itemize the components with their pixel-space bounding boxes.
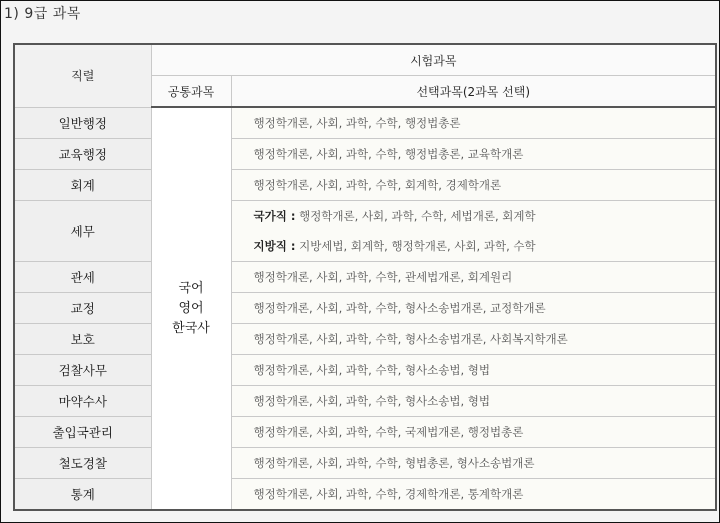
elective-cell: 행정학개론, 사회, 과학, 수학, 경제학개론, 통계학개론 [231, 479, 716, 511]
job-cell: 출입국관리 [14, 417, 151, 448]
table-row [14, 293, 716, 324]
elective-label: 국가직 : [253, 209, 296, 223]
job-cell: 회계 [14, 170, 151, 201]
job-cell: 검찰사무 [14, 355, 151, 386]
table-row [14, 170, 716, 201]
header-elective-subjects: 선택과목(2과목 선택) [231, 76, 716, 108]
job-cell: 교정 [14, 293, 151, 324]
table-row [14, 417, 716, 448]
subjects-table-wrap [13, 43, 715, 511]
job-cell: 관세 [14, 262, 151, 293]
table-row [14, 386, 716, 417]
common-subject: 국어 [178, 280, 204, 296]
elective-cell: 행정학개론, 사회, 과학, 수학, 행정법총론, 교육학개론 [231, 139, 716, 170]
elective-cell: 행정학개론, 사회, 과학, 수학, 형사소송법개론, 교정학개론 [231, 293, 716, 324]
elective-text: 지방세법, 회계학, 행정학개론, 사회, 과학, 수학 [299, 239, 536, 253]
header-job: 직렬 [14, 44, 151, 107]
header-row-1 [14, 44, 716, 76]
common-subjects-cell [151, 107, 231, 510]
elective-label: 지방직 : [253, 239, 296, 253]
job-cell: 마약수사 [14, 386, 151, 417]
table-row [14, 355, 716, 386]
job-cell: 철도경찰 [14, 448, 151, 479]
elective-cell: 행정학개론, 사회, 과학, 수학, 회계학, 경제학개론 [231, 170, 716, 201]
job-cell: 세무 [14, 201, 151, 262]
table-row [14, 262, 716, 293]
subjects-table [13, 43, 717, 511]
table-row [14, 479, 716, 511]
table-row [14, 448, 716, 479]
elective-cell [231, 231, 716, 262]
job-cell: 교육행정 [14, 139, 151, 170]
elective-text: 행정학개론, 사회, 과학, 수학, 세법개론, 회계학 [299, 209, 536, 223]
table-row [14, 324, 716, 355]
elective-cell: 행정학개론, 사회, 과학, 수학, 형법총론, 형사소송법개론 [231, 448, 716, 479]
section-heading: 1) 9급 과목 [4, 6, 81, 22]
header-common-subjects: 공통과목 [151, 76, 231, 108]
table-row [14, 201, 716, 232]
elective-cell: 행정학개론, 사회, 과학, 수학, 국제법개론, 행정법총론 [231, 417, 716, 448]
table-row [14, 107, 716, 139]
elective-cell [231, 201, 716, 232]
job-cell: 일반행정 [14, 107, 151, 139]
elective-cell: 행정학개론, 사회, 과학, 수학, 형사소송법, 형법 [231, 355, 716, 386]
job-cell: 보호 [14, 324, 151, 355]
common-subject: 한국사 [172, 320, 210, 336]
elective-cell: 행정학개론, 사회, 과학, 수학, 관세법개론, 회계원리 [231, 262, 716, 293]
common-subject: 영어 [178, 300, 204, 316]
elective-cell: 행정학개론, 사회, 과학, 수학, 형사소송법개론, 사회복지학개론 [231, 324, 716, 355]
elective-cell: 행정학개론, 사회, 과학, 수학, 행정법총론 [231, 107, 716, 139]
table-row [14, 139, 716, 170]
elective-cell: 행정학개론, 사회, 과학, 수학, 형사소송법, 형법 [231, 386, 716, 417]
job-cell: 통계 [14, 479, 151, 511]
header-exam-subjects: 시험과목 [151, 44, 716, 76]
